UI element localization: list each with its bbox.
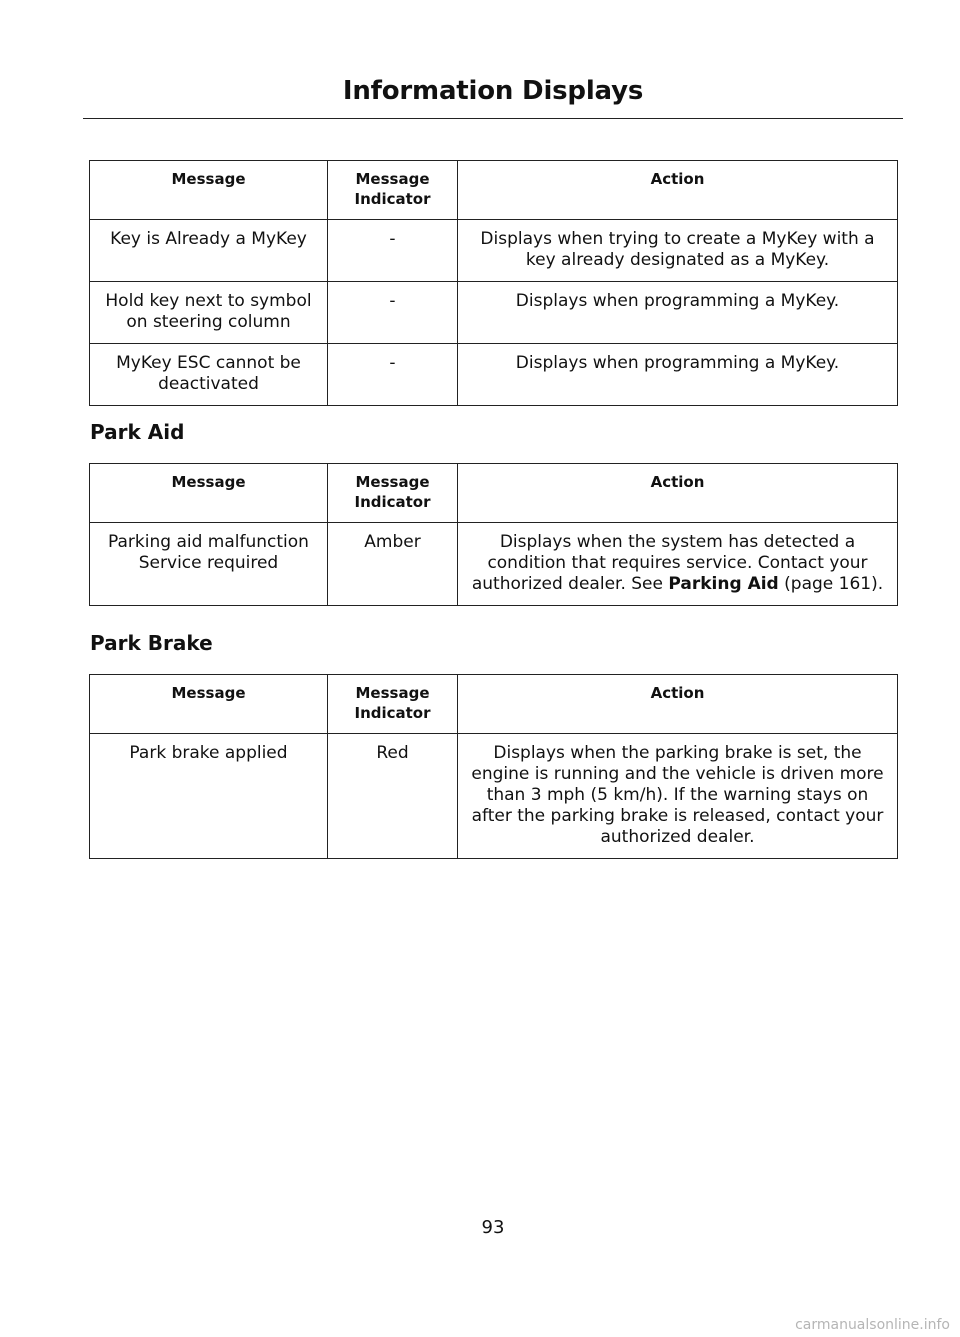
cross-reference-link[interactable]: Parking Aid: [668, 574, 779, 594]
section-heading-park-brake: Park Brake: [90, 631, 213, 655]
indicator-cell: Amber: [328, 523, 458, 606]
action-cell: [458, 523, 898, 606]
action-cell: Displays when programming a MyKey.: [458, 282, 898, 344]
column-header-message: Message: [90, 675, 328, 734]
message-cell: Parking aid malfunction Service required: [90, 523, 328, 606]
watermark: carmanualsonline.info: [795, 1317, 950, 1333]
column-header-message: Message: [90, 464, 328, 523]
indicator-cell: -: [328, 220, 458, 282]
page-reference: (page 161).: [784, 574, 884, 594]
table-header-row: [90, 464, 898, 523]
message-cell: MyKey ESC cannot be deactivated: [90, 344, 328, 406]
table-header-row: [90, 675, 898, 734]
message-cell: Park brake applied: [90, 734, 328, 859]
title-divider: [83, 118, 903, 119]
table-header-row: [90, 161, 898, 220]
column-header-indicator: Message Indicator: [328, 675, 458, 734]
park-aid-table: [89, 463, 898, 606]
column-header-indicator: Message Indicator: [328, 161, 458, 220]
table-row: [90, 344, 898, 406]
section-heading-park-aid: Park Aid: [90, 420, 185, 444]
park-brake-table: [89, 674, 898, 859]
action-cell: Displays when the parking brake is set, the engine is running and the vehicle is driven more than 3 mph (5 km/h). If the warning stays on after the parking brake is released, contact your authorized dealer.: [458, 734, 898, 859]
table-row: [90, 734, 898, 859]
page-title: Information Displays: [342, 76, 644, 106]
column-header-action: Action: [458, 675, 898, 734]
column-header-message: Message: [90, 161, 328, 220]
column-header-action: Action: [458, 464, 898, 523]
column-header-indicator: Message Indicator: [328, 464, 458, 523]
indicator-cell: -: [328, 344, 458, 406]
indicator-cell: Red: [328, 734, 458, 859]
table-row: [90, 523, 898, 606]
action-text: Displays when the system has detected a condition that requires service. Contact your authorized dealer. See: [471, 532, 868, 594]
mykey-messages-table: [89, 160, 898, 406]
message-cell: Hold key next to symbol on steering column: [90, 282, 328, 344]
table-row: [90, 220, 898, 282]
action-cell: Displays when trying to create a MyKey with a key already designated as a MyKey.: [458, 220, 898, 282]
indicator-cell: -: [328, 282, 458, 344]
table-row: [90, 282, 898, 344]
column-header-action: Action: [458, 161, 898, 220]
page-number: 93: [481, 1217, 505, 1238]
action-cell: Displays when programming a MyKey.: [458, 344, 898, 406]
message-cell: Key is Already a MyKey: [90, 220, 328, 282]
